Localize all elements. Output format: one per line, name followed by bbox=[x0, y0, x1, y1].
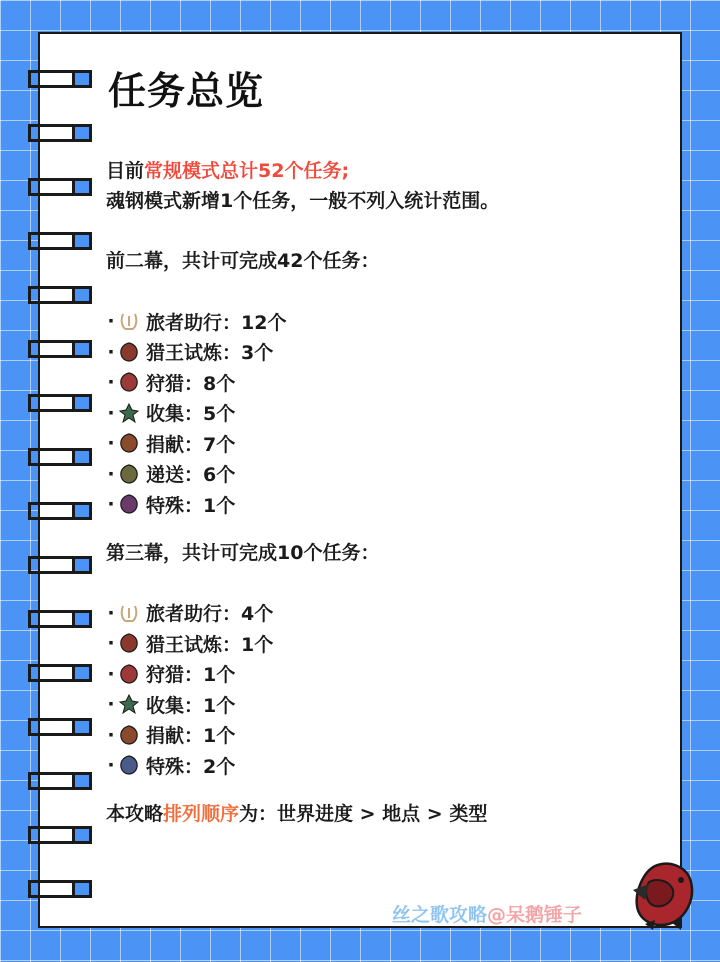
hunter-trial-icon bbox=[118, 341, 140, 363]
list-item bbox=[106, 689, 666, 720]
hunt-icon bbox=[118, 663, 140, 685]
binding-ring bbox=[28, 394, 72, 412]
act2-heading: 前二幕，共计可完成42个任务： bbox=[106, 250, 380, 272]
intro-line-1 bbox=[106, 156, 666, 186]
item-label: 狩猎：8个 bbox=[146, 372, 236, 395]
mascot-icon bbox=[625, 860, 703, 932]
bullet: · bbox=[107, 462, 115, 485]
note-suffix: 为：世界进度 > 地点 > 类型 bbox=[239, 802, 488, 825]
item-label: 递送：6个 bbox=[146, 464, 236, 487]
item-label: 狩猎：1个 bbox=[146, 664, 236, 687]
traveler-icon bbox=[118, 602, 140, 624]
page-title: 任务总览 bbox=[108, 69, 265, 113]
list-item bbox=[106, 659, 666, 690]
binding-ring bbox=[28, 556, 72, 574]
act3-list bbox=[106, 598, 666, 781]
item-label: 特殊：2个 bbox=[146, 755, 236, 778]
footer-credit bbox=[392, 900, 582, 927]
item-label: 收集：1个 bbox=[146, 694, 236, 717]
intro-prefix: 目前 bbox=[106, 160, 145, 182]
bullet: · bbox=[107, 432, 115, 455]
list-item bbox=[106, 750, 666, 781]
special-icon bbox=[118, 754, 140, 776]
binding-ring bbox=[28, 610, 72, 628]
item-label: 捐献：7个 bbox=[146, 433, 236, 456]
list-item bbox=[106, 598, 666, 629]
list-item bbox=[106, 337, 666, 368]
bullet: · bbox=[107, 662, 115, 685]
act3-heading: 第三幕，共计可完成10个任务： bbox=[106, 541, 380, 564]
bullet: · bbox=[107, 601, 115, 624]
bullet: · bbox=[107, 310, 115, 333]
hunt-icon bbox=[118, 371, 140, 393]
spiral-binding bbox=[28, 32, 88, 928]
item-label: 特殊：1个 bbox=[146, 494, 236, 517]
special-icon bbox=[118, 493, 140, 515]
item-label: 猎王试炼：3个 bbox=[146, 342, 274, 365]
binding-ring bbox=[28, 826, 72, 844]
note-prefix: 本攻略 bbox=[106, 802, 164, 825]
footer-part1: 丝之歌攻略 bbox=[392, 904, 488, 926]
content bbox=[106, 156, 666, 829]
order-note bbox=[106, 799, 666, 829]
list-item bbox=[106, 459, 666, 490]
act2-list bbox=[106, 306, 666, 520]
bullet: · bbox=[107, 693, 115, 716]
bullet: · bbox=[107, 340, 115, 363]
bullet: · bbox=[107, 632, 115, 655]
bullet: · bbox=[107, 723, 115, 746]
note-highlight: 排列顺序 bbox=[163, 802, 240, 825]
binding-ring bbox=[28, 124, 72, 142]
list-item bbox=[106, 428, 666, 459]
binding-ring bbox=[28, 664, 72, 682]
list-item bbox=[106, 398, 666, 429]
gather-icon bbox=[118, 693, 140, 715]
donate-icon bbox=[118, 724, 140, 746]
item-label: 旅者助行：4个 bbox=[146, 603, 274, 626]
item-label: 捐献：1个 bbox=[146, 725, 236, 748]
bullet: · bbox=[107, 493, 115, 516]
list-item bbox=[106, 306, 666, 337]
binding-ring bbox=[28, 70, 72, 88]
donate-icon bbox=[118, 432, 140, 454]
intro-highlight: 常规模式总计52个任务; bbox=[144, 160, 350, 182]
traveler-icon bbox=[118, 310, 140, 332]
binding-ring bbox=[28, 502, 72, 520]
list-item bbox=[106, 367, 666, 398]
hunter-trial-icon bbox=[118, 632, 140, 654]
bullet: · bbox=[107, 754, 115, 777]
item-label: 猎王试炼：1个 bbox=[146, 633, 274, 656]
item-label: 收集：5个 bbox=[146, 403, 236, 426]
deliver-icon bbox=[118, 463, 140, 485]
binding-ring bbox=[28, 286, 72, 304]
bullet: · bbox=[107, 371, 115, 394]
binding-ring bbox=[28, 232, 72, 250]
list-item bbox=[106, 489, 666, 520]
list-item bbox=[106, 720, 666, 751]
item-label: 旅者助行：12个 bbox=[146, 311, 287, 334]
binding-ring bbox=[28, 772, 72, 790]
gather-icon bbox=[118, 402, 140, 424]
list-item bbox=[106, 628, 666, 659]
binding-ring bbox=[28, 718, 72, 736]
intro-line-2: 魂钢模式新增1个任务，一般不列入统计范围。 bbox=[106, 190, 500, 212]
footer-part2: @呆鹅锤子 bbox=[487, 904, 583, 926]
binding-ring bbox=[28, 880, 72, 898]
binding-ring bbox=[28, 340, 72, 358]
binding-ring bbox=[28, 178, 72, 196]
bullet: · bbox=[107, 401, 115, 424]
binding-ring bbox=[28, 448, 72, 466]
